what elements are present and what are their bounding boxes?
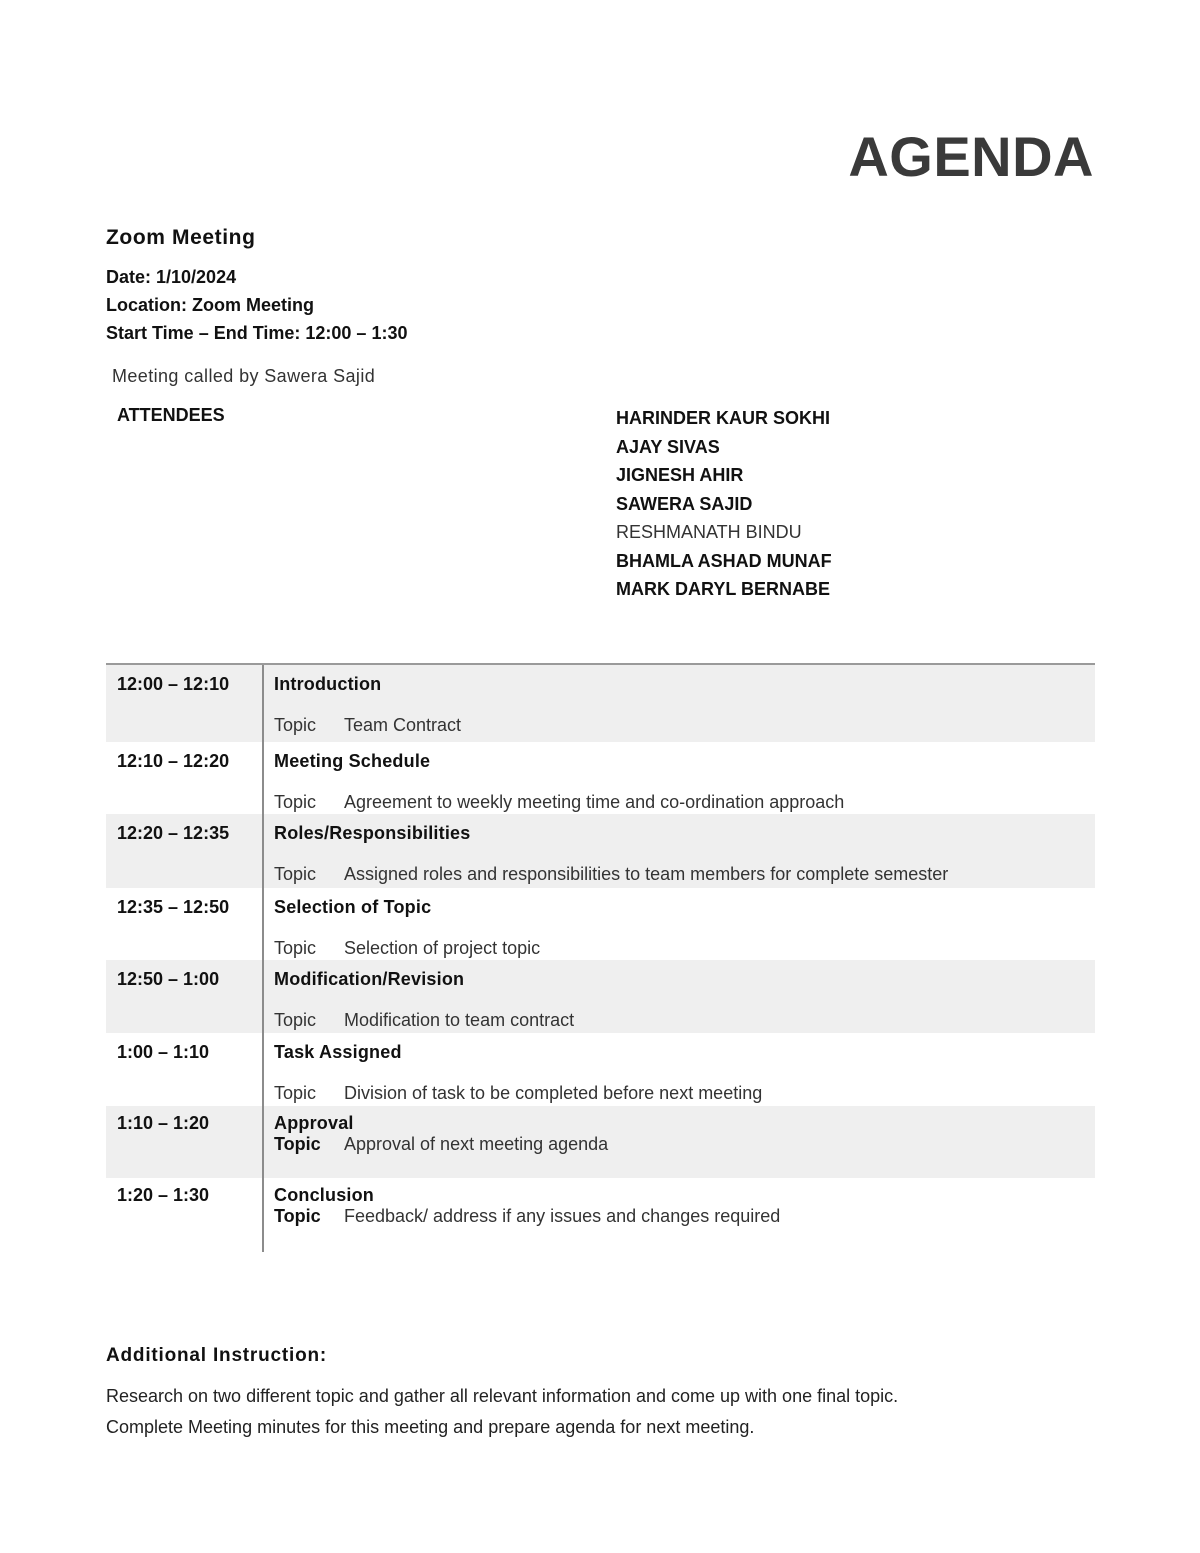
agenda-item-title: Task Assigned <box>274 1042 402 1062</box>
agenda-time: 12:20 – 12:35 <box>106 814 264 888</box>
topic-text: Selection of project topic <box>344 938 541 958</box>
additional-line: Complete Meeting minutes for this meeting and prepare agenda for next meeting. <box>106 1417 755 1437</box>
topic-text: Assigned roles and responsibilities to team members for complete semester <box>344 864 949 884</box>
meeting-title: Zoom Meeting <box>106 226 256 249</box>
topic-label: Topic <box>274 715 317 735</box>
agenda-time: 12:50 – 1:00 <box>106 960 264 1033</box>
agenda-row <box>106 742 1095 814</box>
agenda-row <box>106 1106 1095 1178</box>
agenda-content <box>264 960 1095 1033</box>
agenda-row <box>106 960 1095 1033</box>
topic-text: Division of task to be completed before next meeting <box>344 1083 763 1103</box>
agenda-time: 1:00 – 1:10 <box>106 1033 264 1106</box>
agenda-item-title: Roles/Responsibilities <box>274 823 471 843</box>
agenda-content <box>264 665 1095 742</box>
attendee: JIGNESH AHIR <box>616 465 744 485</box>
agenda-content <box>264 1106 1095 1178</box>
attendee: SAWERA SAJID <box>616 493 753 514</box>
agenda-topic <box>274 1010 1095 1031</box>
agenda-content <box>264 1178 1095 1252</box>
agenda-item-title: Approval <box>274 1113 354 1133</box>
topic-label: Topic <box>274 1083 317 1103</box>
topic-label: Topic <box>274 938 317 958</box>
agenda-content <box>264 814 1095 888</box>
agenda-topic <box>274 1083 1095 1104</box>
topic-label: Topic <box>274 792 317 812</box>
agenda-time: 12:10 – 12:20 <box>106 742 264 814</box>
meeting-details <box>106 263 407 347</box>
agenda-item-title: Introduction <box>274 674 382 694</box>
meeting-date: Date: 1/10/2024 <box>106 267 237 287</box>
topic-label: Topic <box>274 1010 317 1030</box>
agenda-time: 1:10 – 1:20 <box>106 1106 264 1178</box>
meeting-location: Location: Zoom Meeting <box>106 295 314 315</box>
meeting-time: Start Time – End Time: 12:00 – 1:30 <box>106 323 408 343</box>
topic-text: Feedback/ address if any issues and changes required <box>344 1206 781 1226</box>
attendee: HARINDER KAUR SOKHI <box>616 408 831 428</box>
agenda-item-title: Modification/Revision <box>274 969 465 989</box>
agenda-row <box>106 665 1095 742</box>
additional-heading: Additional Instruction: <box>106 1345 328 1366</box>
agenda-topic <box>274 1206 1095 1227</box>
agenda-topic <box>274 864 1095 885</box>
topic-text: Agreement to weekly meeting time and co-ordination approach <box>344 792 845 812</box>
agenda-time: 12:00 – 12:10 <box>106 665 264 742</box>
agenda-row <box>106 1033 1095 1106</box>
attendee: MARK DARYL BERNABE <box>616 579 831 599</box>
attendee: RESHMANATH BINDU <box>616 522 802 542</box>
agenda-item-title: Meeting Schedule <box>274 751 431 771</box>
agenda-time: 1:20 – 1:30 <box>106 1178 264 1252</box>
agenda-topic <box>274 1134 1095 1155</box>
agenda-row <box>106 1178 1095 1252</box>
agenda-content <box>264 742 1095 814</box>
topic-label: Topic <box>274 1206 321 1226</box>
agenda-topic <box>274 715 1095 736</box>
attendee: AJAY SIVAS <box>616 436 720 457</box>
agenda-content <box>264 1033 1095 1106</box>
agenda-item-title: Conclusion <box>274 1185 374 1205</box>
agenda-title: AGENDA <box>848 125 1094 188</box>
agenda-topic <box>274 792 1095 813</box>
topic-label: Topic <box>274 864 317 884</box>
attendee: BHAMLA ASHAD MUNAF <box>616 550 832 571</box>
agenda-item-title: Selection of Topic <box>274 897 432 917</box>
agenda-topic <box>274 938 1095 959</box>
attendees-list <box>616 404 832 604</box>
topic-text: Team Contract <box>344 715 462 735</box>
called-by: Meeting called by Sawera Sajid <box>112 366 376 386</box>
topic-label: Topic <box>274 1134 321 1154</box>
additional-line: Research on two different topic and gather all relevant information and come up with one final topic. <box>106 1386 899 1406</box>
additional-text <box>106 1381 898 1443</box>
agenda-row <box>106 814 1095 888</box>
topic-text: Approval of next meeting agenda <box>344 1134 609 1154</box>
agenda-time: 12:35 – 12:50 <box>106 888 264 960</box>
topic-text: Modification to team contract <box>344 1010 575 1030</box>
attendees-label: ATTENDEES <box>117 405 225 425</box>
agenda-table <box>106 663 1095 1252</box>
agenda-content <box>264 888 1095 960</box>
agenda-row <box>106 888 1095 960</box>
